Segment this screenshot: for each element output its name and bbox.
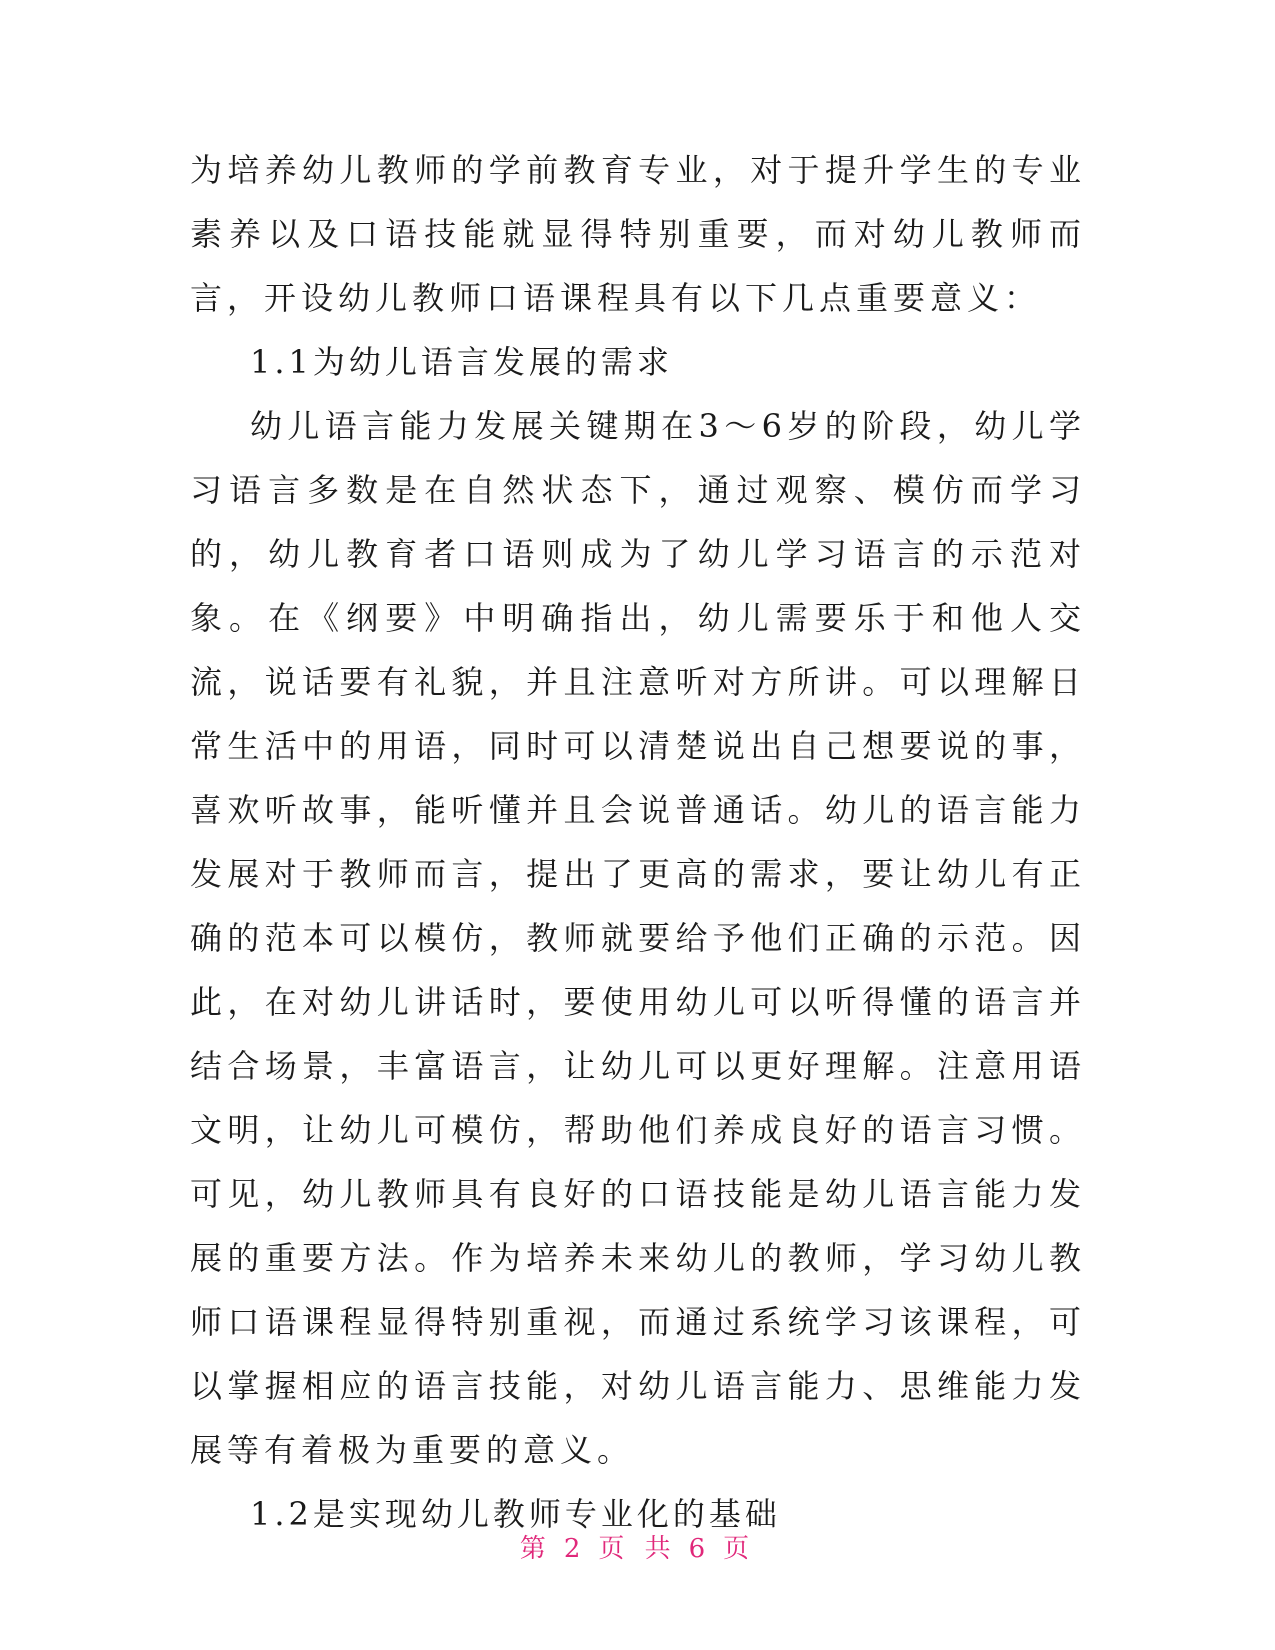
paragraph-intro-continuation: 为培养幼儿教师的学前教育专业，对于提升学生的专业素养以及口语技能就显得特别重要，而对幼儿教师而言，开设幼儿教师口语课程具有以下几点重要意义： [190, 151, 1086, 317]
footer-suffix: 页 [723, 1534, 756, 1564]
section-heading-1-2: 1.2是实现幼儿教师专业化的基础 [250, 1495, 781, 1533]
page-content [190, 138, 1086, 1546]
paragraph-language-development: 幼儿语言能力发展关键期在3～6岁的阶段，幼儿学习语言多数是在自然状态下，通过观察、模仿而学习的，幼儿教育者口语则成为了幼儿学习语言的示范对象。在《纲要》中明确指出，幼儿需要乐于和他人交流，说话要有礼貌，并且注意听对方所讲。可以理解日常生活中的用语，同时可以清楚说出自己想要说的事，喜欢听故事，能听懂并且会说普通话。幼儿的语言能力发展对于教师而言，提出了更高的需求，要让幼儿有正确的范本可以模仿，教师就要给予他们正确的示范。因此，在对幼儿讲话时，要使用幼儿可以听得懂的语言并结合场景，丰富语言，让幼儿可以更好理解。注意用语文明，让幼儿可模仿，帮助他们养成良好的语言习惯。可见，幼儿教师具有良好的口语技能是幼儿语言能力发展的重要方法。作为培养未来幼儿的教师，学习幼儿教师口语课程显得特别重视，而通过系统学习该课程，可以掌握相应的语言技能，对幼儿语言能力、思维能力发展等有着极为重要的意义。 [190, 407, 1086, 1469]
section-heading-1-1: 1.1为幼儿语言发展的需求 [250, 343, 673, 381]
footer-total-pages: 6 [688, 1534, 712, 1564]
page-number-footer [0, 1528, 1275, 1565]
footer-prefix: 第 [519, 1534, 552, 1564]
footer-middle: 页 共 [598, 1534, 677, 1564]
footer-current-page: 2 [563, 1534, 587, 1564]
